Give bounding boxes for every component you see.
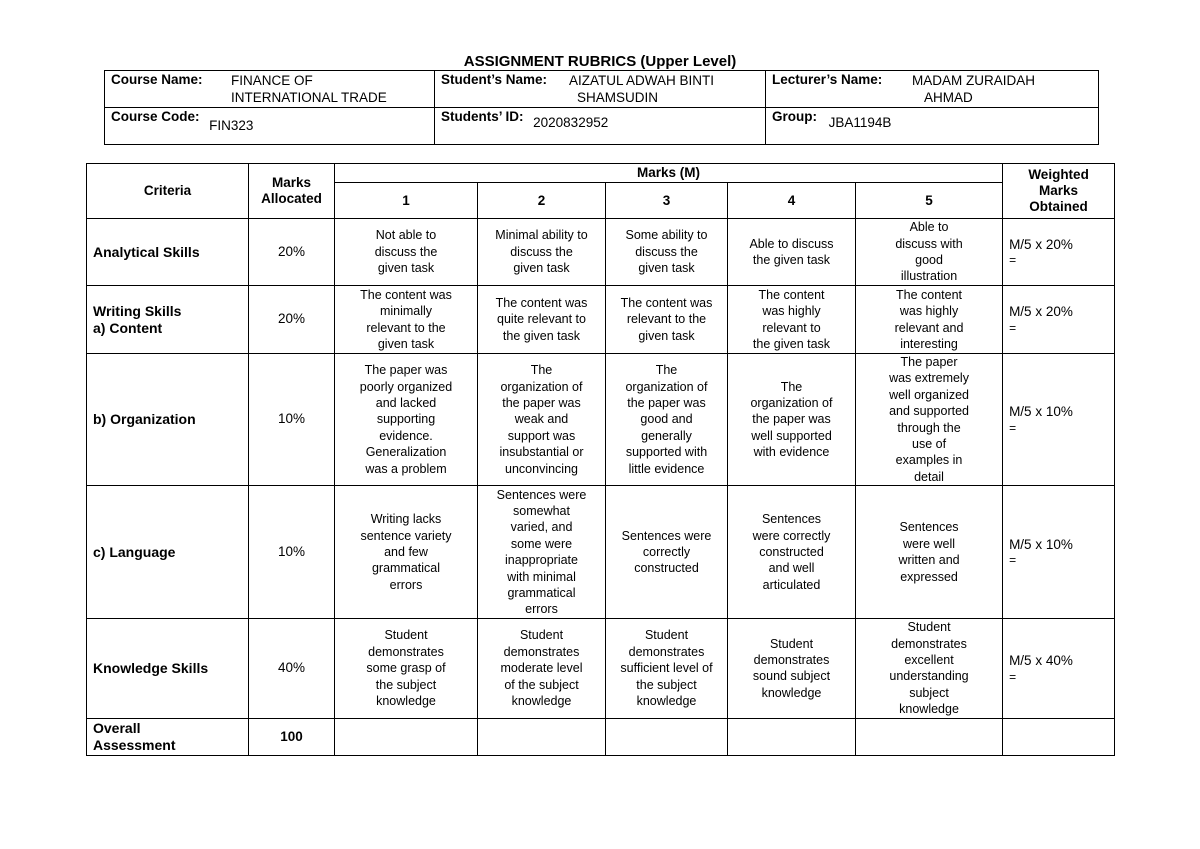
descriptor-line: articulated: [762, 577, 821, 592]
descriptor-line: was extremely: [889, 371, 969, 386]
descriptor-line: support was: [507, 428, 576, 443]
descriptor-cell-level-1: [335, 486, 478, 619]
descriptor-line: the subject: [636, 677, 697, 692]
descriptor-line: The content was: [495, 295, 588, 310]
descriptor-line: was highly: [899, 304, 959, 319]
descriptor-line: discuss the: [374, 244, 438, 259]
descriptor-line: grammatical: [507, 586, 576, 601]
rubric-table: [86, 163, 1115, 756]
descriptor-line: little evidence: [628, 461, 705, 476]
descriptor-line: Not able to: [375, 228, 437, 243]
descriptor-cell-level-3: [606, 619, 728, 718]
descriptor-line: poorly organized: [359, 379, 453, 394]
descriptor-line: examples in: [895, 453, 963, 468]
overall-empty-cell: [478, 718, 606, 755]
weighted-marks-cell: [1003, 286, 1115, 354]
descriptor-line: Student: [384, 628, 428, 643]
descriptor-cell-level-2: [478, 619, 606, 718]
descriptor-cell-level-5: [856, 486, 1003, 619]
descriptor-cell-level-4: [728, 354, 856, 486]
descriptor-line: The paper was: [364, 363, 448, 378]
weighted-formula: M/5 x 40%: [1009, 653, 1073, 669]
descriptor-line: Sentences were: [621, 528, 712, 543]
rubric-row: [87, 619, 1115, 718]
student-name-line: SHAMSUDIN: [577, 90, 659, 105]
marks-allocated-cell: 20%: [249, 219, 335, 286]
course-code-value: FIN323: [209, 118, 254, 133]
weighted-marks-cell: [1003, 354, 1115, 486]
descriptor-line: and well: [768, 561, 815, 576]
descriptor-line: the paper was: [627, 396, 706, 411]
descriptor-cell-level-1: [335, 619, 478, 718]
descriptor-line: well supported: [751, 428, 832, 443]
weighted-equals: =: [1009, 320, 1017, 335]
descriptor-line: well organized: [889, 387, 969, 402]
descriptor-line: knowledge: [899, 702, 959, 717]
descriptor-line: relevant to the: [366, 320, 446, 335]
descriptor-cell-level-2: [478, 486, 606, 619]
descriptor-line: expressed: [900, 569, 958, 584]
criteria-cell: [87, 219, 249, 286]
descriptor-line: demonstrates: [503, 644, 580, 659]
group-label: Group:: [772, 109, 817, 124]
student-name-line: AIZATUL ADWAH BINTI: [569, 73, 715, 88]
descriptor-line: the given task: [752, 253, 831, 267]
descriptor-line: supporting: [376, 412, 436, 427]
header-criteria: Criteria: [87, 164, 249, 219]
descriptor-line: the given task: [752, 336, 831, 351]
weighted-formula: M/5 x 10%: [1009, 537, 1073, 553]
course-name-cell: [105, 71, 435, 108]
descriptor-line: knowledge: [511, 694, 572, 709]
descriptor-line: illustration: [900, 269, 958, 284]
descriptor-line: organization of: [750, 396, 833, 411]
header-weighted: Weighted Marks Obtained: [1003, 164, 1115, 219]
group-cell: [766, 108, 1099, 145]
descriptor-line: correctly: [642, 545, 691, 560]
descriptor-line: understanding: [889, 669, 969, 684]
descriptor-line: moderate level: [500, 661, 583, 676]
descriptor-line: discuss the: [635, 244, 698, 259]
course-name-line: INTERNATIONAL TRADE: [231, 90, 387, 105]
weighted-formula: M/5 x 10%: [1009, 404, 1073, 420]
descriptor-cell-level-4: [728, 486, 856, 619]
weighted-equals: =: [1009, 669, 1017, 684]
header-marks-m: Marks (M): [335, 164, 1003, 183]
descriptor-line: knowledge: [761, 685, 822, 700]
marks-allocated-cell: 40%: [249, 619, 335, 718]
descriptor-line: discuss the: [510, 244, 573, 259]
descriptor-line: Able to discuss: [749, 236, 834, 251]
lecturer-name-label: Lecturer’s Name:: [772, 72, 883, 87]
descriptor-line: weak and: [514, 412, 569, 427]
lecturer-name-cell: [766, 71, 1099, 108]
overall-empty-cell: [606, 718, 728, 755]
descriptor-line: Minimal ability to: [495, 228, 588, 243]
descriptor-line: given task: [638, 328, 695, 343]
overall-empty-cell: [856, 718, 1003, 755]
descriptor-line: The: [530, 363, 553, 378]
course-code-label: Course Code:: [111, 109, 200, 124]
descriptor-line: given task: [377, 261, 435, 276]
descriptor-line: given task: [377, 336, 435, 351]
descriptor-line: excellent: [904, 653, 954, 668]
descriptor-line: inappropriate: [505, 553, 578, 568]
descriptor-cell-level-2: [478, 219, 606, 286]
criteria-line: Knowledge Skills: [93, 659, 209, 676]
overall-empty-cell: [335, 718, 478, 755]
descriptor-cell-level-5: [856, 286, 1003, 354]
level-header: 5: [856, 183, 1003, 219]
overall-empty-cell: [1003, 718, 1115, 755]
overall-total: 100: [249, 718, 335, 755]
criteria-cell: [87, 619, 249, 718]
descriptor-cell-level-3: [606, 486, 728, 619]
descriptor-line: organization of: [625, 379, 708, 394]
level-header: 4: [728, 183, 856, 219]
descriptor-line: were well: [902, 536, 956, 551]
criteria-line: b) Organization: [93, 411, 196, 428]
descriptor-line: organization of: [500, 379, 583, 394]
student-name-cell: [435, 71, 766, 108]
descriptor-line: demonstrates: [368, 644, 444, 659]
descriptor-line: written and: [898, 553, 960, 568]
descriptor-line: Writing lacks: [370, 512, 442, 527]
descriptor-line: The: [780, 379, 803, 394]
descriptor-line: discuss with: [895, 236, 963, 251]
descriptor-line: some were: [510, 536, 573, 551]
descriptor-line: relevant to: [762, 320, 821, 335]
rubric-row: [87, 486, 1115, 619]
weighted-formula: M/5 x 20%: [1009, 304, 1073, 320]
descriptor-cell-level-2: [478, 354, 606, 486]
descriptor-line: some grasp of: [366, 661, 446, 676]
lecturer-name-line: MADAM ZURAIDAH: [912, 73, 1036, 88]
descriptor-line: sound subject: [752, 669, 831, 684]
descriptor-line: sufficient level of: [620, 661, 713, 676]
descriptor-line: of the subject: [504, 677, 579, 692]
descriptor-line: Generalization: [365, 445, 447, 460]
descriptor-line: good: [915, 253, 943, 267]
descriptor-line: and few: [384, 545, 428, 560]
descriptor-line: with evidence: [753, 445, 830, 460]
weighted-marks-cell: [1003, 619, 1115, 718]
descriptor-line: given task: [513, 261, 570, 276]
descriptor-line: good and: [640, 412, 693, 427]
weighted-equals: =: [1009, 420, 1017, 435]
descriptor-line: was a problem: [365, 461, 447, 476]
descriptor-line: the given task: [502, 328, 581, 343]
criteria-cell: [87, 286, 249, 354]
descriptor-line: Some ability to: [625, 228, 708, 243]
student-id-label: Students’ ID:: [441, 109, 524, 124]
descriptor-line: constructed: [759, 545, 824, 560]
descriptor-cell-level-3: [606, 286, 728, 354]
descriptor-line: insubstantial or: [499, 445, 584, 460]
descriptor-cell-level-5: [856, 354, 1003, 486]
descriptor-line: detail: [914, 469, 944, 484]
descriptor-line: Student: [769, 636, 814, 651]
descriptor-cell-level-2: [478, 286, 606, 354]
descriptor-cell-level-1: [335, 354, 478, 486]
marks-allocated-cell: 20%: [249, 286, 335, 354]
course-code-cell: [105, 108, 435, 145]
descriptor-cell-level-1: [335, 286, 478, 354]
descriptor-line: Student: [907, 620, 951, 635]
descriptor-line: Student: [644, 628, 689, 643]
descriptor-line: the paper was: [752, 412, 831, 427]
descriptor-line: demonstrates: [891, 636, 967, 651]
descriptor-line: Student: [519, 628, 564, 643]
level-header: 2: [478, 183, 606, 219]
descriptor-line: demonstrates: [628, 644, 705, 659]
descriptor-line: knowledge: [636, 694, 697, 709]
group-value: JBA1194B: [828, 115, 892, 130]
criteria-line: Analytical Skills: [93, 243, 200, 260]
student-id-cell: [435, 108, 766, 145]
descriptor-line: The content: [758, 287, 825, 302]
descriptor-line: quite relevant to: [497, 312, 586, 327]
descriptor-line: Sentences were: [496, 487, 587, 502]
student-id-value: 2020832952: [533, 115, 609, 130]
descriptor-line: sentence variety: [360, 528, 452, 543]
descriptor-cell-level-3: [606, 354, 728, 486]
weighted-equals: =: [1009, 553, 1017, 568]
descriptor-line: The content was: [620, 295, 713, 310]
descriptor-line: generally: [641, 428, 692, 443]
student-name-label: Student’s Name:: [441, 72, 548, 87]
level-header: 1: [335, 183, 478, 219]
descriptor-line: the paper was: [502, 396, 581, 411]
descriptor-line: was highly: [762, 304, 821, 319]
criteria-line: a) Content: [93, 319, 163, 336]
criteria-line: Writing Skills: [93, 302, 182, 319]
marks-allocated-cell: 10%: [249, 486, 335, 619]
descriptor-line: knowledge: [376, 694, 436, 709]
descriptor-cell-level-3: [606, 219, 728, 286]
descriptor-line: unconvincing: [505, 461, 578, 476]
weighted-marks-cell: [1003, 486, 1115, 619]
descriptor-line: The: [655, 363, 678, 378]
descriptor-cell-level-5: [856, 219, 1003, 286]
descriptor-line: and lacked: [375, 396, 437, 411]
descriptor-line: The content: [896, 287, 963, 302]
descriptor-line: The content was: [360, 287, 452, 302]
descriptor-line: relevant and: [894, 320, 964, 335]
level-header: 3: [606, 183, 728, 219]
rubric-row: [87, 219, 1115, 286]
criteria-cell: [87, 354, 249, 486]
descriptor-line: were correctly: [752, 528, 831, 543]
descriptor-line: supported with: [625, 445, 708, 460]
descriptor-line: use of: [912, 437, 947, 452]
descriptor-line: through the: [897, 420, 961, 435]
descriptor-line: errors: [525, 602, 558, 617]
weighted-equals: =: [1009, 253, 1017, 268]
rubric-row: [87, 286, 1115, 354]
overall-empty-cell: [728, 718, 856, 755]
marks-allocated-cell: 10%: [249, 354, 335, 486]
descriptor-line: the subject: [375, 677, 437, 692]
descriptor-cell-level-4: [728, 286, 856, 354]
descriptor-cell-level-5: [856, 619, 1003, 718]
descriptor-line: Sentences: [761, 512, 822, 527]
descriptor-line: constructed: [634, 561, 699, 576]
overall-assessment-label: Overall Assessment: [87, 718, 249, 755]
student-info-table: [104, 70, 1099, 145]
descriptor-line: somewhat: [513, 504, 570, 519]
descriptor-line: grammatical: [371, 561, 441, 576]
descriptor-line: Able to: [909, 220, 949, 235]
descriptor-line: Sentences: [899, 520, 959, 535]
descriptor-line: The paper: [900, 355, 958, 369]
weighted-formula: M/5 x 20%: [1009, 236, 1073, 252]
descriptor-line: evidence.: [379, 428, 433, 443]
descriptor-line: relevant to the: [626, 312, 707, 327]
course-name-line: FINANCE OF: [231, 73, 313, 88]
course-name-label: Course Name:: [111, 72, 203, 87]
descriptor-line: and supported: [889, 404, 969, 419]
descriptor-cell-level-1: [335, 219, 478, 286]
header-marks-allocated: Marks Allocated: [249, 164, 335, 219]
lecturer-name-line: AHMAD: [924, 90, 973, 105]
descriptor-line: errors: [389, 577, 423, 592]
descriptor-line: subject: [909, 685, 949, 700]
descriptor-cell-level-4: [728, 619, 856, 718]
weighted-marks-cell: [1003, 219, 1115, 286]
page-title: ASSIGNMENT RUBRICS (Upper Level): [463, 53, 737, 70]
rubric-row: [87, 354, 1115, 486]
descriptor-line: given task: [638, 261, 695, 276]
criteria-line: c) Language: [93, 543, 176, 560]
criteria-cell: [87, 486, 249, 619]
descriptor-line: minimally: [379, 304, 433, 319]
descriptor-line: demonstrates: [753, 653, 830, 668]
descriptor-line: with minimal: [507, 569, 576, 584]
descriptor-line: interesting: [900, 336, 958, 351]
descriptor-cell-level-4: [728, 219, 856, 286]
descriptor-line: varied, and: [510, 520, 573, 535]
